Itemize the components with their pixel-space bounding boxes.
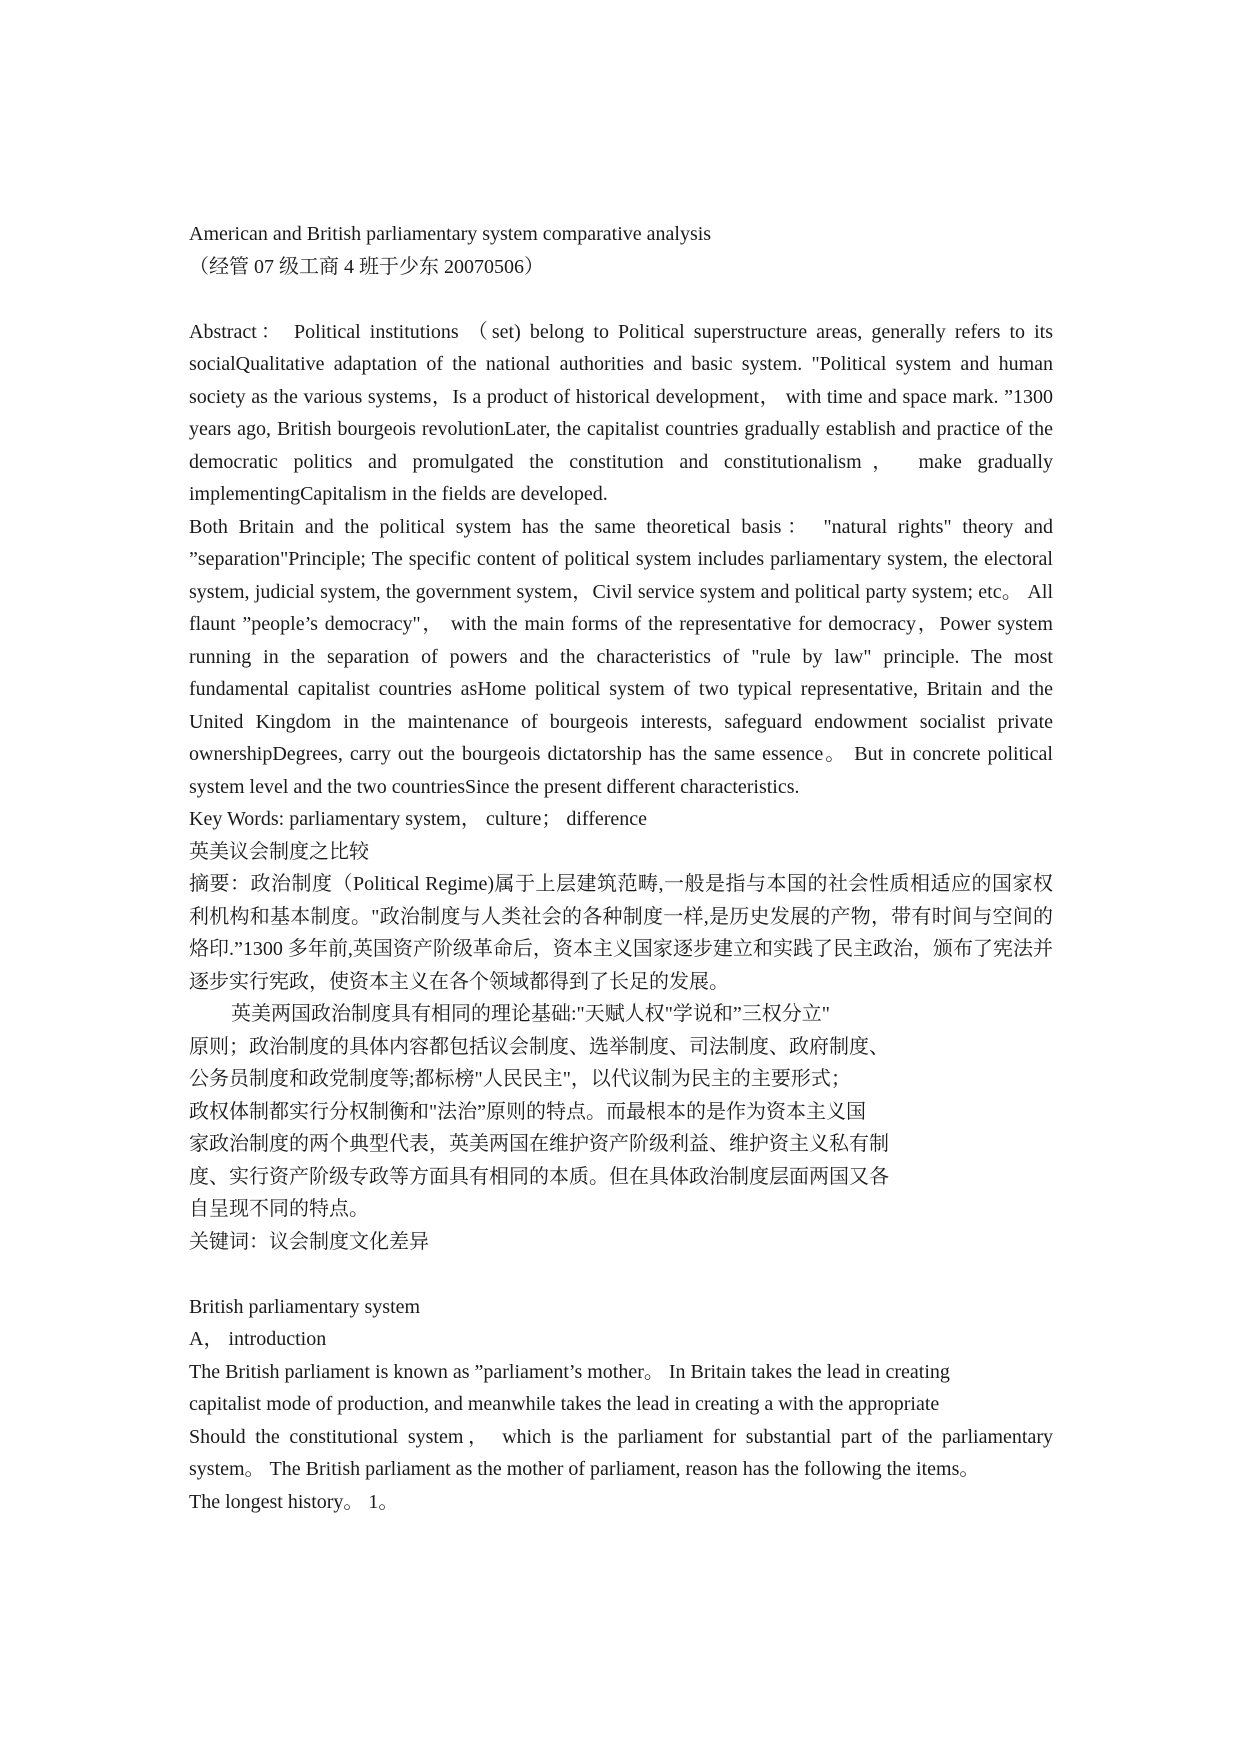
- abstract-zh-paragraph: 摘要：政治制度（Political Regime)属于上层建筑范畴,一般是指与本国的社会性质相适应的国家权利机构和基本制度。"政治制度与人类社会的各种制度一样,是历史发展的产物，带有时间与空间的烙印.”1300 多年前,英国资产阶级革命后，资本主义国家逐步建立和实践了民主政治，颁布了宪法并逐步实行宪政，使资本主义在各个领域都得到了长足的发展。: [189, 873, 1053, 993]
- section-paragraph-line: capitalist mode of production, and meanwhile takes the lead in creating a with the appropriate: [189, 1393, 940, 1415]
- abstract-zh-line: 英美两国政治制度具有相同的理论基础:"天赋人权"学说和”三权分立": [231, 1003, 830, 1025]
- chinese-title: 英美议会制度之比较: [189, 840, 369, 863]
- author-line: （经管 07 级工商 4 班于少东 20070506）: [189, 255, 544, 278]
- abstract-zh-line: 公务员制度和政党制度等;都标榜"人民民主"，以代议制为民主的主要形式；: [189, 1068, 851, 1090]
- abstract-en-paragraph: Both Britain and the political system has the same theoretical basis： "natural rights" theory and ”separation"Principle; The specific content of political system includes parliamentary system, the electoral system, judicial system, the government system，Civil service system and political party system; etc。 All flaunt ”people’s democracy"， with the main forms of the representative for democracy，Power system running in the separation of powers and the characteristics of "rule by law" principle. The most fundamental capitalist countries asHome political system of two typical representative, Britain and the United Kingdom in the maintenance of bourgeois interests, safeguard endowment socialist private ownershipDegrees, carry out the bourgeois dictatorship has the same essence。 But in concrete political system level and the two countriesSince the present different characteristics.: [189, 515, 1053, 798]
- document-title: American and British parliamentary system comparative analysis: [189, 223, 712, 245]
- section-heading: British parliamentary system: [189, 1295, 421, 1318]
- abstract-zh-line: 度、实行资产阶级专政等方面具有相同的本质。但在具体政治制度层面两国又各: [189, 1165, 889, 1188]
- section-paragraph: Should the constitutional system， which is the parliament for substantial part of the parliamentary system。 The British parliament as the mother of parliament, reason has the following the items。: [189, 1425, 1053, 1480]
- document-body: [189, 218, 1053, 1518]
- keywords-zh: 关键词：议会制度文化差异: [189, 1230, 429, 1253]
- abstract-zh-line: 原则；政治制度的具体内容都包括议会制度、选举制度、司法制度、政府制度、: [189, 1035, 889, 1058]
- abstract-en-paragraph: Abstract： Political institutions （set) belong to Political superstructure areas, generally refers to its socialQualitative adaptation of the national authorities and basic system. "Political system and human society as the various systems，Is a product of historical development， with time and space mark. ”1300 years ago, British bourgeois revolutionLater, the capitalist countries gradually establish and practice of the democratic politics and promulgated the constitution and constitutionalism， make gradually implementingCapitalism in the fields are developed.: [189, 320, 1053, 505]
- section-subheading: A， introduction: [189, 1328, 327, 1350]
- abstract-zh-line: 自呈现不同的特点。: [189, 1198, 369, 1220]
- section-last-line: The longest history。 1。: [189, 1490, 399, 1513]
- abstract-zh-line: 政权体制都实行分权制衡和"法治”原则的特点。而最根本的是作为资本主义国: [189, 1100, 867, 1123]
- keywords-en: Key Words: parliamentary system， culture； difference: [189, 808, 648, 830]
- section-paragraph-line: The British parliament is known as ”parliament’s mother。 In Britain takes the lead in creating: [189, 1360, 950, 1383]
- spacer: [189, 283, 1053, 316]
- abstract-zh-line: 家政治制度的两个典型代表，英美两国在维护资产阶级利益、维护资主义私有制: [189, 1133, 889, 1155]
- spacer: [189, 1258, 1053, 1291]
